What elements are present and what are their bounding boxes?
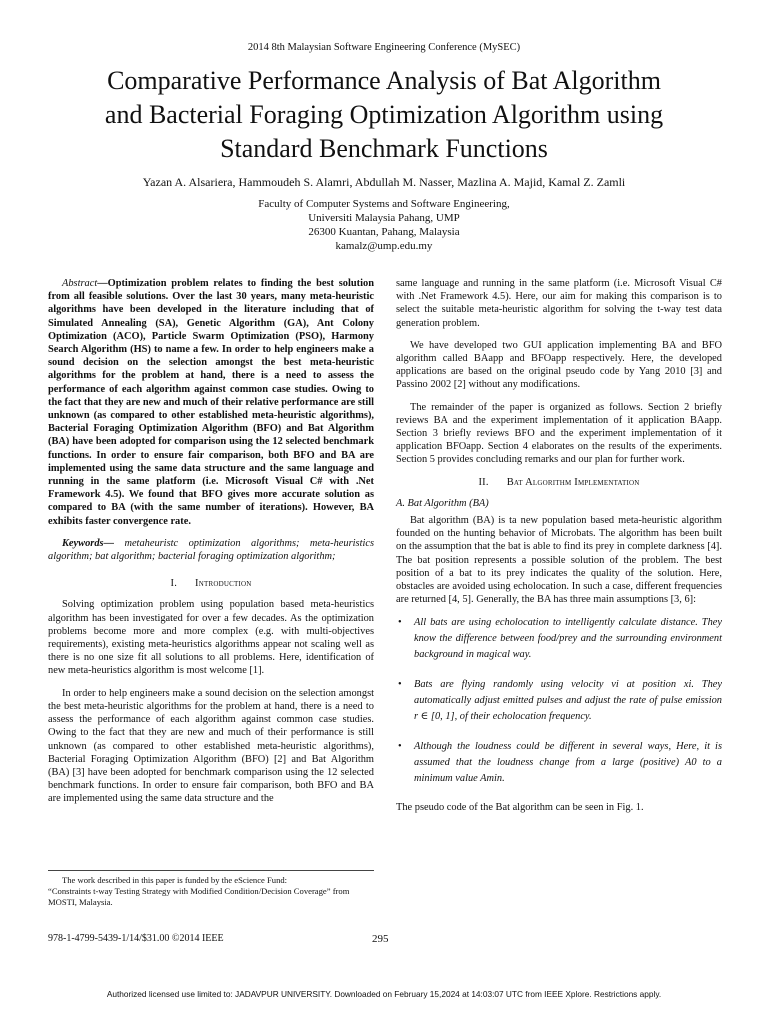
intro-paragraph-2-continued: same language and running in the same platform (i.e. Microsoft Visual C# with .Net Framework 4.5). Here, our aim for making this comparison is to select the suitable meta-heuristic algorithm for solving the t-way test data generation problem. (396, 278, 722, 329)
keywords-label: Keywords (62, 537, 104, 549)
intro-paragraph-1: Solving optimization problem using population based meta-heuristics algorithm has been investigated for over a few decades. As the optimization problems become more and more complex (e.g. with multi-objectives requirements), existing meta-heuristics algorithms appear not scaling well as there is no one size fit all solutions to all problems. Here, identification of new meta-heuristics algorithm is most welcome [1]. (48, 599, 374, 677)
section-1-heading (48, 577, 374, 590)
intro-paragraph-2: In order to help engineers make a sound decision on the selection amongst the best meta-heuristic algorithms for the problem at hand, there is a need to assess the performance of each algorithm against common case studies. Owing to the fact that they are new and much of their performance is still unknown (as compared to other established meta-heuristic algorithms), Bacterial Foraging Optimization Algorithm (BFO) [2] and Bat Algorithm (BA) [3] have been adopted for benchmark comparison using the 12 selected benchmark functions. In order to ensure fair comparison, both BFO and BA are implemented using the same data structure and the (48, 687, 374, 805)
section-2-number: II. (478, 476, 489, 488)
intro-paragraph-4: The remainder of the paper is organized as follows. Section 2 briefly reviews BA and the experiment implementation of it application BAapp. Section 3 briefly reviews BFO and the experiment implementation of it application BFOapp. Section 4 elaborates on the results of the experiments. Section 5 provides concluding remarks and our plan for further work. (396, 401, 722, 466)
intro-paragraph-3: We have developed two GUI application implementing BA and BFO algorithm called BAapp and BFOapp respectively. Here, the developed applications are based on the original pseudo code by Yang 2010 [3] and Passino 2002 [2] without any modifications. (396, 339, 722, 391)
title-line-2: and Bacterial Foraging Optimization Algorithm using (104, 100, 664, 129)
author-email[interactable]: kamalz@ump.edu.my (335, 240, 433, 252)
bullet-icon: • (398, 679, 402, 691)
section-2-title: Bat Algorithm Implementation (506, 476, 640, 488)
affiliation-address: 26300 Kuantan, Pahang, Malaysia (308, 226, 460, 238)
affiliation-block (0, 197, 768, 253)
footnote (48, 870, 374, 908)
assumption-item-1: • All bats are using echolocation to intelligently calculate distance. They know the difference between food/prey and the surrounding environment background in magical way. (398, 617, 722, 661)
right-column (396, 277, 722, 824)
keywords: Keywords— metaheuristc optimization algorithms; meta-heuristics algorithm; bat algorithm; bacterial foraging optimization algorithm; (48, 537, 374, 563)
footnote-line-2: “Constraints t-way Testing Strategy with Modified Condition/Decision Coverage” from MOSTI, Malaysia. (48, 886, 350, 907)
isbn-copyright: 978-1-4799-5439-1/14/$31.00 ©2014 IEEE (48, 933, 224, 944)
assumption-list (396, 615, 722, 787)
section-1-title: Introduction (195, 578, 252, 590)
left-column (48, 277, 374, 815)
bullet-icon: • (398, 741, 402, 753)
abstract-label: Abstract (62, 278, 98, 289)
affiliation-university: Universiti Malaysia Pahang, UMP (308, 212, 460, 224)
assumption-item-2: • Bats are flying randomly using velocity vi at position xi. They automatically adjust emitted pulses and adjust the rate of pulse emission r ∈ [0, 1], of their echolocation frequency. (398, 679, 722, 723)
abstract-text: Optimization problem relates to finding the best solution from all feasible solutions. Over the last 30 years, many meta-heuristic algorithms have been developed in the literature including that of Simulated Annealing (SA), Genetic Algorithm (GA), Ant Colony Optimization (ACO), Particle Swarm Optimization (PSO), Harmony Search Algorithm (HS) to name a few. In order to help engineers make a sound decision on the selection amongst the best meta-heuristic algorithms for the problem at hand, there is a need to assess the performance of each algorithm against common case studies. Owing to the fact that they are new and much of their relative performance are still unknown (as compared to other established meta-heuristic algorithms), Bacterial Foraging Optimization Algorithm (BFO) and Bat Algorithm (BA) have been adopted for comparison using the 12 selected benchmark functions. In order to ensure fair comparison, both BFO and BA are implemented using the same data structure and the same language and running in the same platform (i.e. Microsoft Visual C# with .Net Framework 4.5). We found that BFO gives more accurate solution as compared to BA (with the same number of iterations). However, BA exhibits faster convergence rate. (48, 278, 374, 527)
author-list: Yazan A. Alsariera, Hammoudeh S. Alamri, Abdullah M. Nasser, Mazlina A. Majid, Kamal Z. Zamli (142, 175, 626, 189)
paper-title (20, 64, 748, 166)
assumption-item-3: • Although the loudness could be different in several ways, Here, it is assumed that the loudness change from a large (positive) A0 to a minimum value Amin. (398, 741, 722, 785)
abstract: Abstract—Optimization problem relates to finding the best solution from all feasible solutions. Over the last 30 years, many meta-heuristic algorithms have been developed in the literature including that of Simulated Annealing (SA), Genetic Algorithm (GA), Ant Colony Optimization (ACO), Particle Swarm Optimization (PSO), Harmony Search Algorithm (HS) to name a few. In order to help engineers make a sound decision on the selection amongst the best meta-heuristic algorithms for the problem at hand, there is a need to assess the performance of each algorithm against common case studies. Owing to the fact that they are new and much of their relative performance are still unknown (as compared to other established meta-heuristic algorithms), Bacterial Foraging Optimization Algorithm (BFO) and Bat Algorithm (BA) have been adopted for comparison using the 12 selected benchmark functions. In order to ensure fair comparison, both BFO and BA are implemented using the same data structure and the same language and running in the same platform (i.e. Microsoft Visual C# with .Net Framework 4.5). We found that BFO gives more accurate solution as compared to BA (with the same number of iterations). However, BA exhibits faster convergence rate. (48, 278, 374, 527)
page-number: 295 (372, 933, 389, 945)
conference-header: 2014 8th Malaysian Software Engineering Conference (MySEC) (247, 42, 521, 53)
section-1-number: I. (170, 578, 178, 590)
title-line-1: Comparative Performance Analysis of Bat Algorithm (107, 66, 661, 95)
keywords-text: metaheuristc optimization algorithms; meta-heuristics algorithm; bat algorithm; bacterial foraging optimization algorithm; (48, 537, 374, 563)
title-line-3: Standard Benchmark Functions (220, 134, 548, 163)
subsection-a-heading: A. Bat Algorithm (BA) (396, 497, 489, 509)
license-notice: Authorized licensed use limited to: JADAVPUR UNIVERSITY. Downloaded on February 15,2024 at 14:03:07 UTC from IEEE Xplore. Restrictions apply. (106, 989, 662, 999)
footnote-line-1: The work described in this paper is funded by the eScience Fund: (62, 875, 288, 885)
section-2-heading (396, 476, 722, 489)
ba-closing-sentence: The pseudo code of the Bat algorithm can be seen in Fig. 1. (396, 802, 644, 814)
ba-paragraph-1: Bat algorithm (BA) is ta new population based meta-heuristic algorithm founded on the hunting behavior of Microbats. The algorithm has been built on the assumption that the bat is able to find its prey in complete darkness [4]. The bat position represents a possible solution of the problem. The best position of a bat to its prey indicates the quality of the solution. Here, obstacles are avoided using echolocation. In such a case, different frequencies are returned [4, 5]. Generally, the BA has three main assumptions [3, 6]: (396, 515, 722, 606)
bullet-icon: • (398, 617, 402, 629)
affiliation-faculty: Faculty of Computer Systems and Software Engineering, (258, 198, 510, 210)
